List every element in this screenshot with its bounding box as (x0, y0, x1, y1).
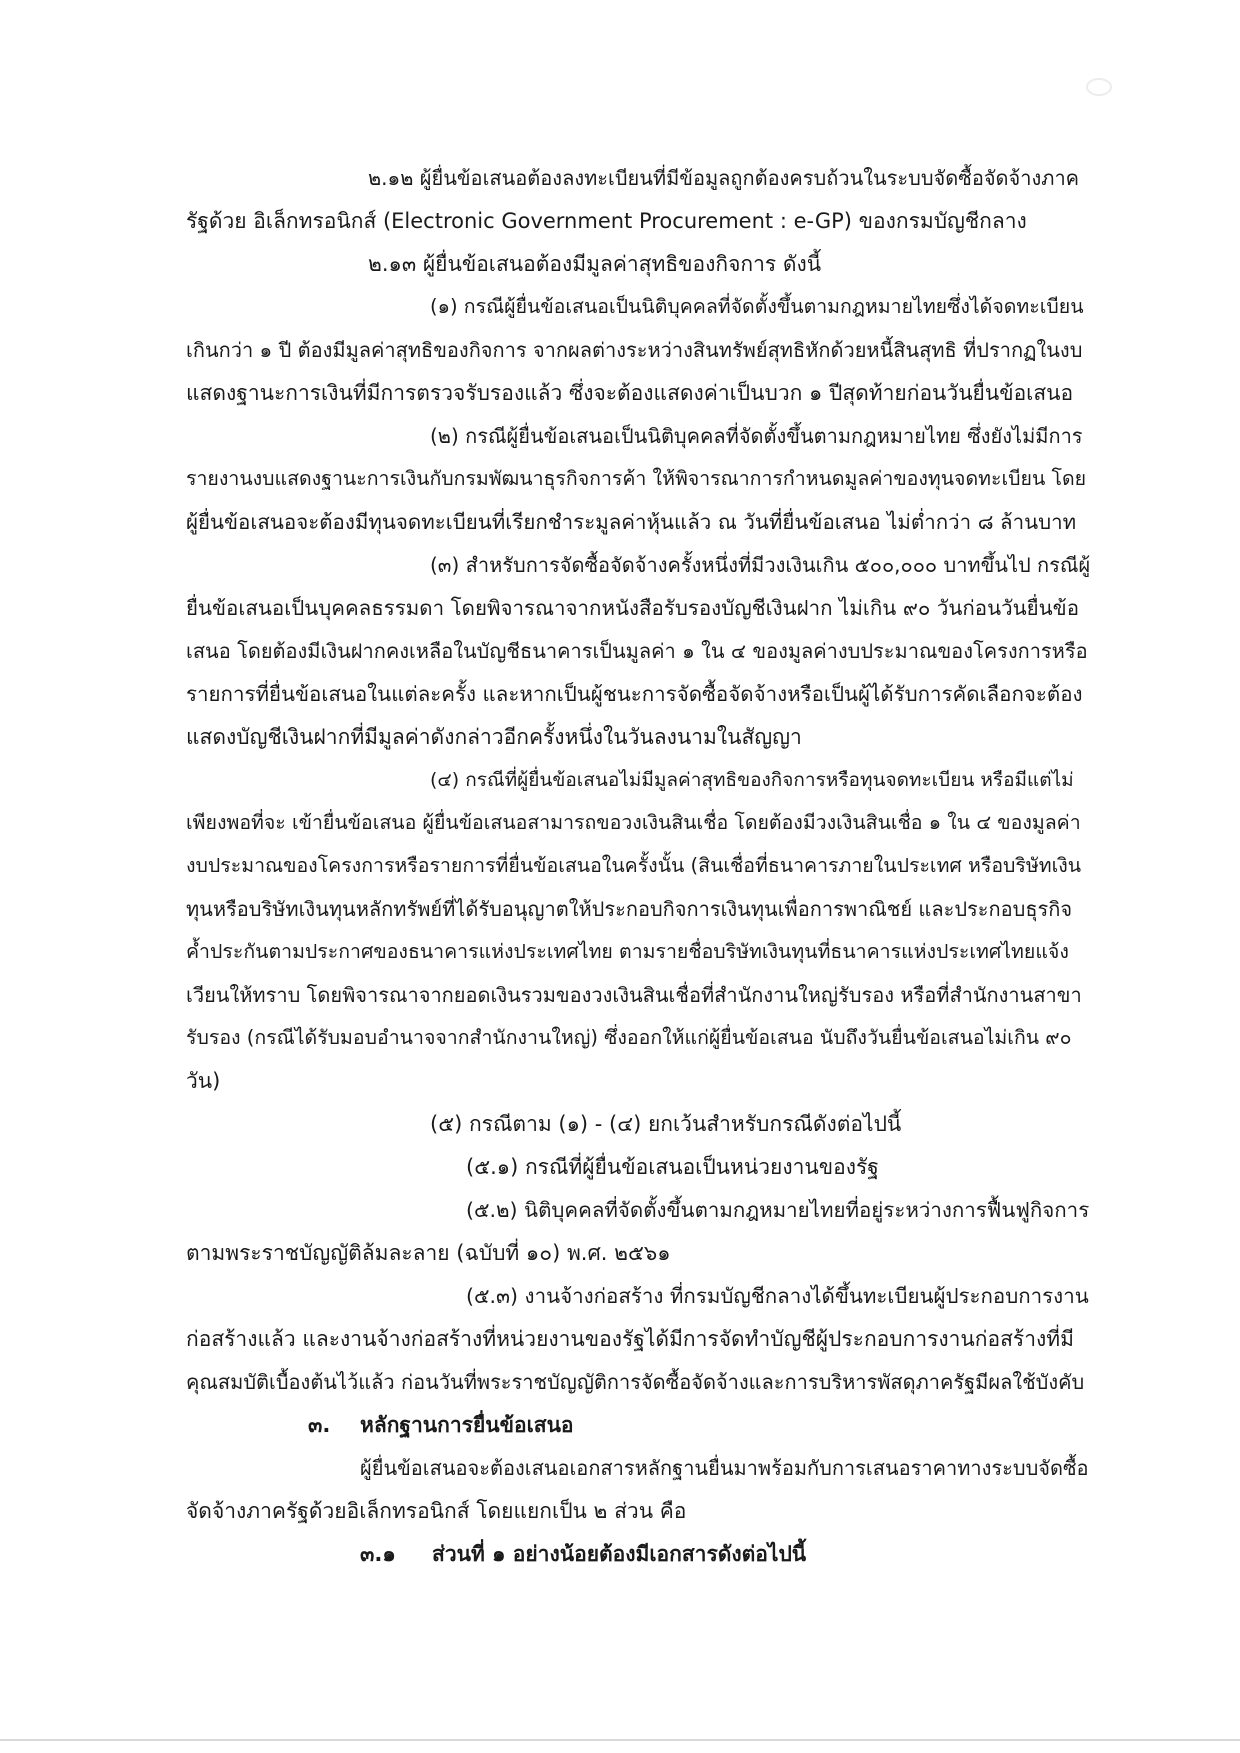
item-5-2-line-1: (๕.๒) นิติบุคคลที่จัดตั้งขึ้นตามกฎหมายไทยที่อยู่ระหว่างการฟื้นฟูกิจการ (466, 1198, 1090, 1222)
item-3-line-3: เสนอ โดยต้องมีเงินฝากคงเหลือในบัญชีธนาคารเป็นมูลค่า ๑ ใน ๔ ของมูลค่างบประมาณของโครงการหรือ (186, 639, 1088, 663)
item-5-2-line-2: ตามพระราชบัญญัติล้มละลาย (ฉบับที่ ๑๐) พ.ศ. ๒๕๖๑ (186, 1241, 671, 1265)
item-4-line-7: รับรอง (กรณีได้รับมอบอำนาจจากสำนักงานใหญ่) ซึ่งออกให้แก่ผู้ยื่นข้อเสนอ นับถึงวันยื่นข้อเสนอไม่เกิน ๙๐ (186, 1026, 1072, 1049)
item-2-line-2: รายงานงบแสดงฐานะการเงินกับกรมพัฒนาธุรกิจการค้า ให้พิจารณาการกำหนดมูลค่าของทุนจดทะเบียน โดย (186, 467, 1087, 490)
item-1-line-1: (๑) กรณีผู้ยื่นข้อเสนอเป็นนิติบุคคลที่จัดตั้งขึ้นตามกฎหมายไทยซึ่งได้จดทะเบียน (430, 295, 1084, 318)
item-4-line-3: งบประมาณของโครงการหรือรายการที่ยื่นข้อเสนอในครั้งนั้น (สินเชื่อที่ธนาคารภายในประเทศ หรือบริษัทเงิน (186, 854, 1082, 877)
item-5-3-line-2: ก่อสร้างแล้ว และงานจ้างก่อสร้างที่หน่วยงานของรัฐได้มีการจัดทำบัญชีผู้ประกอบการงานก่อสร้างที่มี (186, 1327, 1074, 1351)
scan-page-edge (0, 1739, 1240, 1741)
item-4-line-5: ค้ำประกันตามประกาศของธนาคารแห่งประเทศไทย ตามรายชื่อบริษัทเงินทุนที่ธนาคารแห่งประเทศไทยแจ้ง (186, 940, 1069, 963)
item-2-line-1: (๒) กรณีผู้ยื่นข้อเสนอเป็นนิติบุคคลที่จัดตั้งขึ้นตามกฎหมายไทย ซึ่งยังไม่มีการ (430, 424, 1083, 448)
item-4-line-4: ทุนหรือบริษัทเงินทุนหลักทรัพย์ที่ได้รับอนุญาตให้ประกอบกิจการเงินทุนเพื่อการพาณิชย์ และประกอบธุรกิจ (186, 897, 1073, 921)
item-5-3-line-3: คุณสมบัติเบื้องต้นไว้แล้ว ก่อนวันที่พระราชบัญญัติการจัดซื้อจัดจ้างและการบริหารพัสดุภาครัฐมีผลใช้บังคับ (186, 1370, 1085, 1394)
item-1-line-2: เกินกว่า ๑ ปี ต้องมีมูลค่าสุทธิของกิจการ จากผลต่างระหว่างสินทรัพย์สุทธิหักด้วยหนี้สินสุทธิ ที่ปรากฏในงบ (186, 338, 1083, 362)
item-5-1: (๕.๑) กรณีที่ผู้ยื่นข้อเสนอเป็นหน่วยงานของรัฐ (466, 1155, 879, 1179)
section-3-1-number: ๓.๑ (360, 1542, 396, 1566)
item-4-line-1: (๔) กรณีที่ผู้ยื่นข้อเสนอไม่มีมูลค่าสุทธิของกิจการหรือทุนจดทะเบียน หรือมีแต่ไม่ (430, 769, 1074, 791)
item-3-line-2: ยื่นข้อเสนอเป็นบุคคลธรรมดา โดยพิจารณาจากหนังสือรับรองบัญชีเงินฝาก ไม่เกิน ๙๐ วันก่อนวันยื่นข้อ (186, 596, 1080, 620)
section-3-line-1: ผู้ยื่นข้อเสนอจะต้องเสนอเอกสารหลักฐานยื่นมาพร้อมกับการเสนอราคาทางระบบจัดซื้อ (360, 1456, 1089, 1480)
scan-blemish (1086, 78, 1112, 96)
clause-2-13-heading: ๒.๑๓ ผู้ยื่นข้อเสนอต้องมีมูลค่าสุทธิของกิจการ ดังนี้ (368, 252, 822, 276)
item-4-line-6: เวียนให้ทราบ โดยพิจารณาจากยอดเงินรวมของวงเงินสินเชื่อที่สำนักงานใหญ่รับรอง หรือที่สำนักงานสาขา (186, 983, 1082, 1007)
item-5-3-line-1: (๕.๓) งานจ้างก่อสร้าง ที่กรมบัญชีกลางได้ขึ้นทะเบียนผู้ประกอบการงาน (466, 1284, 1089, 1308)
item-3-line-1: (๓) สำหรับการจัดซื้อจัดจ้างครั้งหนึ่งที่มีวงเงินเกิน ๕๐๐,๐๐๐ บาทขึ้นไป กรณีผู้ (430, 553, 1091, 577)
section-3-1-title: ส่วนที่ ๑ อย่างน้อยต้องมีเอกสารดังต่อไปนี้ (432, 1542, 807, 1566)
item-3-line-5: แสดงบัญชีเงินฝากที่มีมูลค่าดังกล่าวอีกครั้งหนึ่งในวันลงนามในสัญญา (186, 725, 802, 749)
section-3-title: หลักฐานการยื่นข้อเสนอ (360, 1413, 574, 1437)
clause-2-12-line-1: ๒.๑๒ ผู้ยื่นข้อเสนอต้องลงทะเบียนที่มีข้อมูลถูกต้องครบถ้วนในระบบจัดซื้อจัดจ้างภาค (368, 166, 1080, 190)
item-4-line-2: เพียงพอที่จะ เข้ายื่นข้อเสนอ ผู้ยื่นข้อเสนอสามารถขอวงเงินสินเชื่อ โดยต้องมีวงเงินสินเชื่อ ๑ ใน ๔ ของมูลค่า (186, 811, 1081, 834)
clause-2-12-line-2: รัฐด้วย อิเล็กทรอนิกส์ (Electronic Government Procurement : e-GP) ของกรมบัญชีกลาง (186, 209, 1027, 233)
section-3-line-2: จัดจ้างภาครัฐด้วยอิเล็กทรอนิกส์ โดยแยกเป็น ๒ ส่วน คือ (186, 1499, 687, 1523)
item-1-line-3: แสดงฐานะการเงินที่มีการตรวจรับรองแล้ว ซึ่งจะต้องแสดงค่าเป็นบวก ๑ ปีสุดท้ายก่อนวันยื่นข้อเสนอ (186, 381, 1074, 405)
item-5-heading: (๕) กรณีตาม (๑) - (๔) ยกเว้นสำหรับกรณีดังต่อไปนี้ (430, 1112, 902, 1136)
item-4-line-8: วัน) (186, 1069, 221, 1093)
item-2-line-3: ผู้ยื่นข้อเสนอจะต้องมีทุนจดทะเบียนที่เรียกชำระมูลค่าหุ้นแล้ว ณ วันที่ยื่นข้อเสนอ ไม่ต่ำกว่า ๘ ล้านบาท (186, 510, 1077, 534)
section-3-number: ๓. (308, 1413, 331, 1437)
item-3-line-4: รายการที่ยื่นข้อเสนอในแต่ละครั้ง และหากเป็นผู้ชนะการจัดซื้อจัดจ้างหรือเป็นผู้ได้รับการคัดเลือกจะต้อง (186, 682, 1083, 706)
